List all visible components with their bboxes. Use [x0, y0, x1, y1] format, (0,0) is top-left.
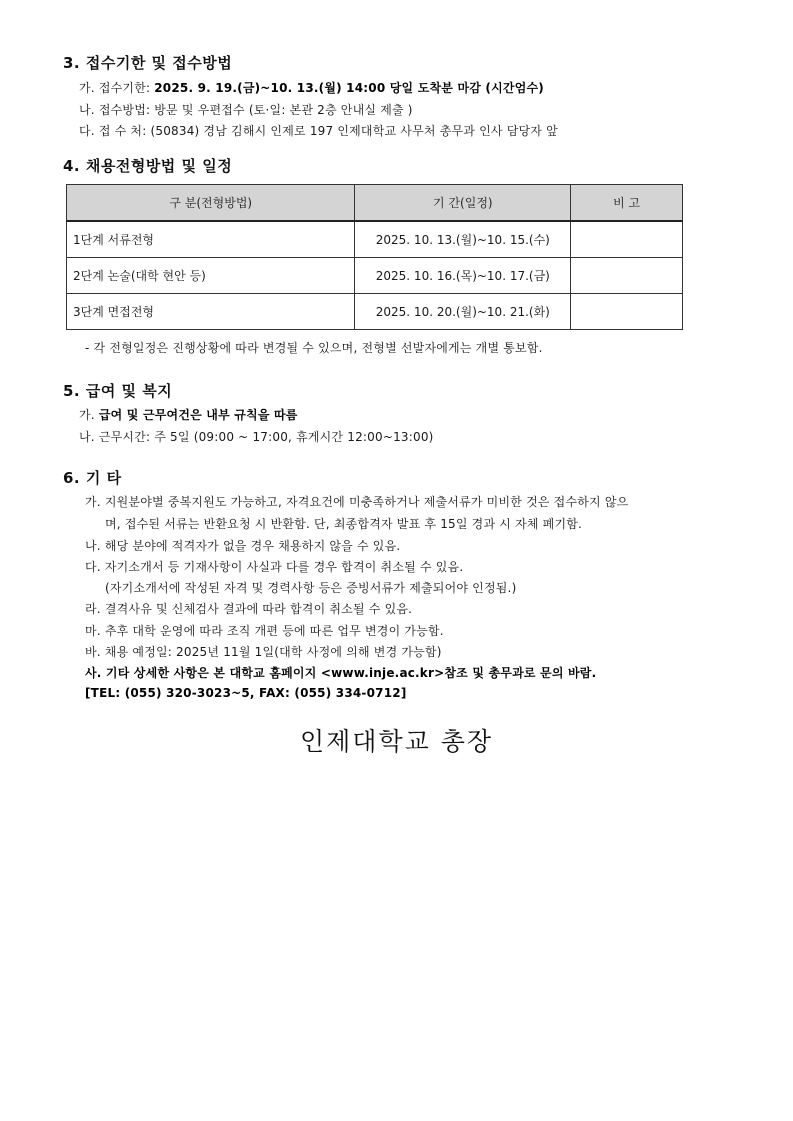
- table-cell-remark: [571, 258, 683, 294]
- section5-item-a: [79, 406, 298, 423]
- section3-item-a: [79, 79, 544, 96]
- section6-item-c-line2: (자기소개서에 작성된 자격 및 경력사항 등은 증빙서류가 제출되어야 인정됨.): [105, 581, 517, 595]
- table-cell-type: 3단계 면접전형: [67, 294, 355, 330]
- section6-item-e: 마. 추후 대학 운영에 따라 조직 개편 등에 따른 업무 변경이 가능함.: [85, 624, 444, 638]
- section3-title: 3. 접수기한 및 접수방법: [63, 54, 233, 72]
- section6-item-c-line1: 다. 자기소개서 등 기재사항이 사실과 다를 경우 합격이 취소될 수 있음.: [85, 560, 464, 574]
- section3-item-c: 다. 접 수 처: (50834) 경남 김해시 인제로 197 인제대학교 사무처 총무과 인사 담당자 앞: [79, 124, 558, 138]
- section3-item-b: 나. 접수방법: 방문 및 우편접수 (토·일: 본관 2층 안내실 제출 ): [79, 103, 413, 117]
- section3-item-a-label: 가. 접수기한:: [79, 81, 155, 95]
- table-cell-type: 1단계 서류전형: [67, 221, 355, 258]
- table-cell-period: 2025. 10. 20.(월)~10. 21.(화): [355, 294, 571, 330]
- column-header-remark: 비 고: [571, 185, 683, 222]
- section4-title: 4. 채용전형방법 및 일정: [63, 157, 233, 175]
- table-cell-remark: [571, 294, 683, 330]
- section6-title: 6. 기 타: [63, 469, 122, 487]
- section5-item-b: 나. 근무시간: 주 5일 (09:00 ~ 17:00, 휴게시간 12:00~13:00): [79, 430, 434, 444]
- president-signature: 인제대학교 총장: [300, 727, 493, 756]
- section6-item-b: 나. 해당 분야에 적격자가 없을 경우 채용하지 않을 수 있음.: [85, 539, 401, 553]
- section6-item-a-line2: 며, 접수된 서류는 반환요청 시 반환함. 단, 최종합격자 발표 후 15일 경과 시 자체 폐기함.: [105, 517, 583, 531]
- column-header-type: 구 분(전형방법): [67, 185, 355, 222]
- section6-item-d: 라. 결격사유 및 신체검사 결과에 따라 합격이 취소될 수 있음.: [85, 602, 413, 616]
- table-row: [67, 221, 683, 258]
- table-cell-period: 2025. 10. 16.(목)~10. 17.(금): [355, 258, 571, 294]
- table-cell-period: 2025. 10. 13.(월)~10. 15.(수): [355, 221, 571, 258]
- section6-item-g: 사. 기타 상세한 사항은 본 대학교 홈페이지 <www.inje.ac.kr>참조 및 총무과로 문의 바람.: [85, 666, 597, 680]
- section5-item-a-label: 가.: [79, 408, 99, 422]
- table-row: [67, 294, 683, 330]
- section6-item-f: 바. 채용 예정일: 2025년 11월 1일(대학 사정에 의해 변경 가능함): [85, 645, 442, 659]
- table-row: [67, 258, 683, 294]
- section6-contact: [TEL: (055) 320-3023~5, FAX: (055) 334-0712]: [85, 686, 407, 700]
- table-cell-type: 2단계 논술(대학 현안 등): [67, 258, 355, 294]
- section6-item-a-line1: 가. 지원분야별 중복지원도 가능하고, 자격요건에 미충족하거나 제출서류가 미비한 것은 접수하지 않으: [85, 495, 629, 509]
- section5-title: 5. 급여 및 복지: [63, 382, 173, 400]
- schedule-table: [66, 184, 683, 330]
- column-header-period: 기 간(일정): [355, 185, 571, 222]
- section5-item-a-value: 급여 및 근무여건은 내부 규칙을 따름: [98, 408, 298, 422]
- schedule-note: - 각 전형일정은 진행상황에 따라 변경될 수 있으며, 전형별 선발자에게는 개별 통보함.: [85, 341, 543, 355]
- table-cell-remark: [571, 221, 683, 258]
- section3-item-a-value: 2025. 9. 19.(금)~10. 13.(월) 14:00 당일 도착분 마감 (시간엄수): [154, 81, 544, 95]
- table-header-row: [67, 185, 683, 222]
